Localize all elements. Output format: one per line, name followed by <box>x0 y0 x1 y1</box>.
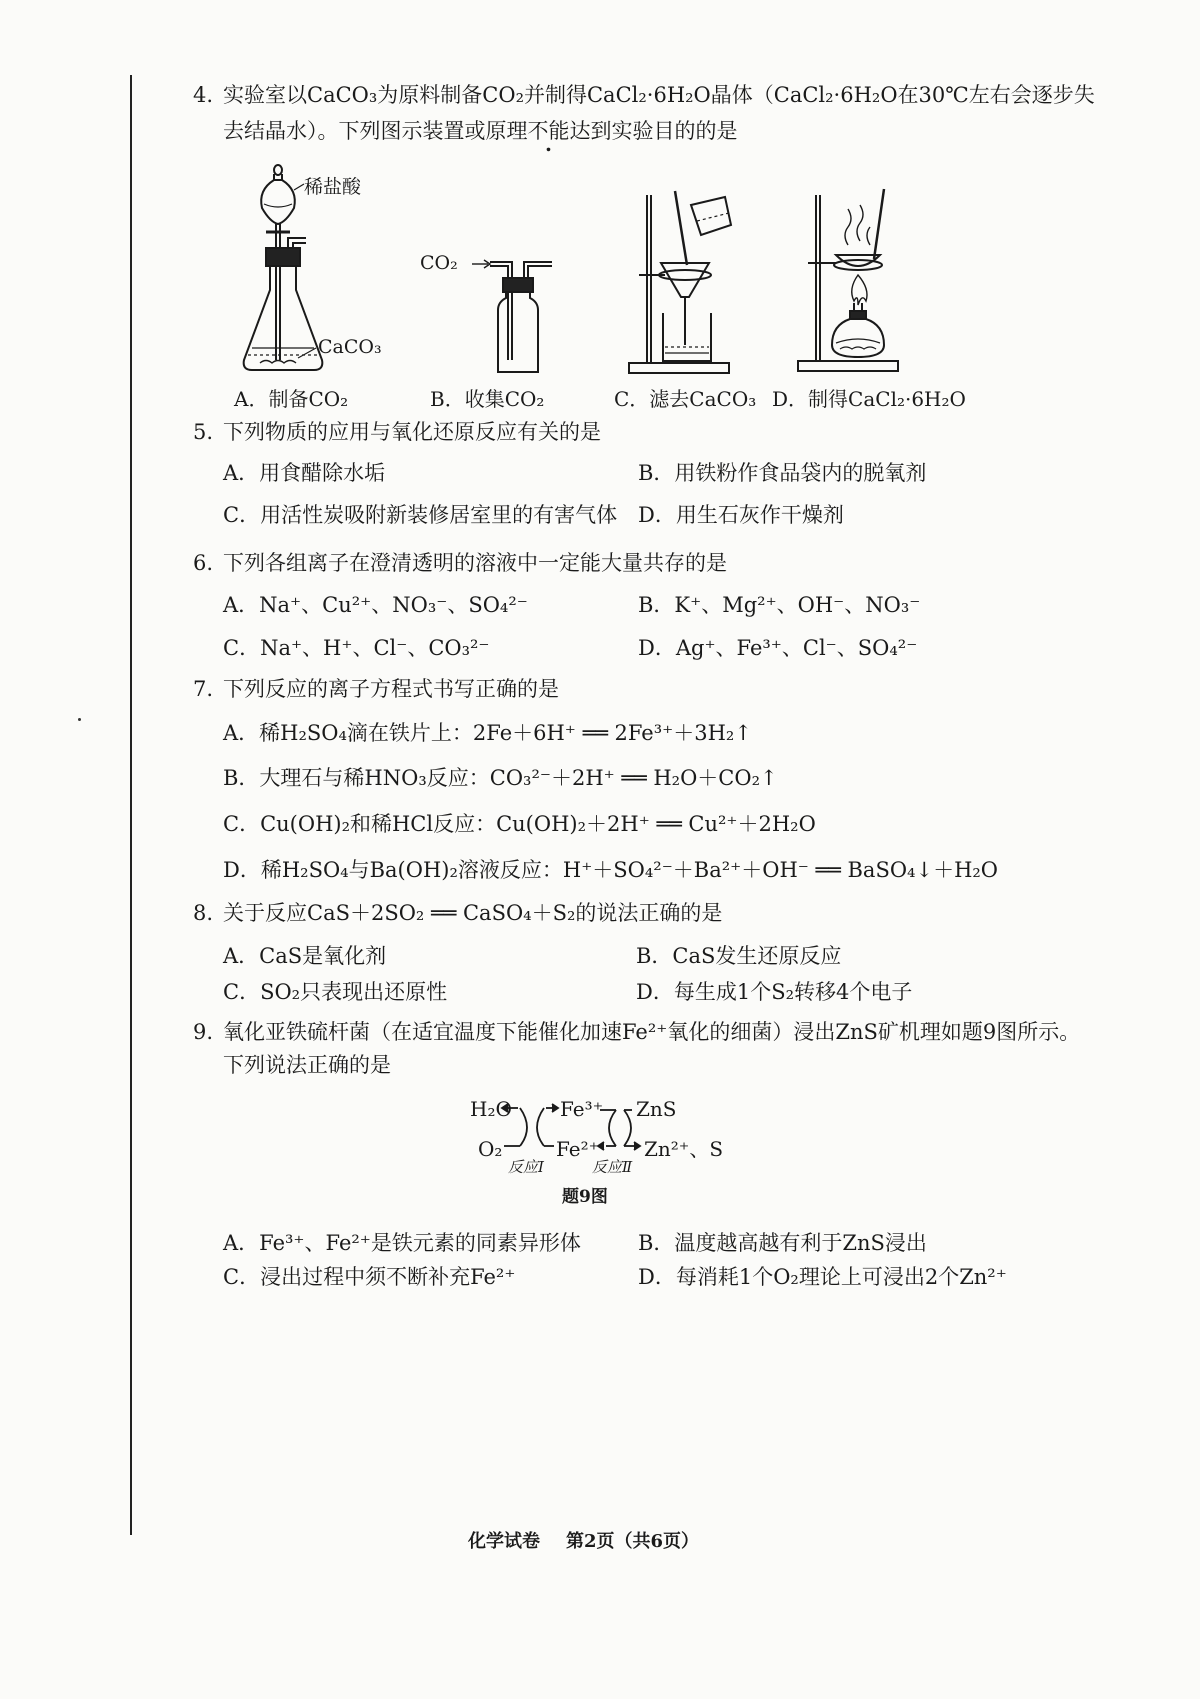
option-b-caption: B．收集CO₂ <box>430 387 545 411</box>
question-6-stem <box>193 548 727 578</box>
question-4-line1 <box>193 80 1095 110</box>
q7-option-b: B．大理石与稀HNO₃反应：CO₃²⁻＋2H⁺ ══ H₂O＋CO₂↑ <box>223 766 778 790</box>
q8-option-c: C．SO₂只表现出还原性 <box>223 980 448 1004</box>
question-number: 5. <box>193 420 214 444</box>
apparatus-d-evaporation <box>792 185 912 385</box>
question-8-stem <box>193 898 722 928</box>
question-text: 下列物质的应用与氧化还原反应有关的是 <box>223 420 601 444</box>
question-number: 8. <box>193 901 214 925</box>
label-co2-inlet: CO₂ <box>420 252 458 274</box>
option-c-caption: C．滤去CaCO₃ <box>614 387 757 411</box>
question-text: 达到实验目的的是 <box>569 119 738 143</box>
q6-option-d: D．Ag⁺、Fe³⁺、Cl⁻、SO₄²⁻ <box>638 636 918 660</box>
q5-option-b: B．用铁粉作食品袋内的脱氧剂 <box>638 461 927 485</box>
q5-option-d: D．用生石灰作干燥剂 <box>638 503 844 527</box>
q8-option-b: B．CaS发生还原反应 <box>636 944 842 968</box>
diagram-reaction-1: 反应Ⅰ <box>508 1158 544 1176</box>
diagram-zns: ZnS <box>636 1097 677 1121</box>
footer-page-number: 第2页（共6页） <box>566 1531 700 1552</box>
apparatus-c-filtration <box>625 185 745 385</box>
option-a-caption: A．制备CO₂ <box>234 387 349 411</box>
figure-9-caption: 题9图 <box>562 1187 608 1207</box>
q7-option-c: C．Cu(OH)₂和稀HCl反应：Cu(OH)₂＋2H⁺ ══ Cu²⁺＋2H₂O <box>223 812 816 836</box>
question-number: 7. <box>193 677 214 701</box>
q9-mechanism-diagram <box>468 1088 728 1178</box>
question-9-line2: 下列说法正确的是 <box>223 1053 391 1077</box>
label-caco3: CaCO₃ <box>318 336 382 358</box>
question-text: 下列各组离子在澄清透明的溶液中一定能大量共存的是 <box>223 551 727 575</box>
q9-option-a: A．Fe³⁺、Fe²⁺是铁元素的同素异形体 <box>223 1231 581 1255</box>
binding-margin-line <box>130 75 132 1535</box>
question-number: 9. <box>193 1020 214 1044</box>
q6-option-b: B．K⁺、Mg²⁺、OH⁻、NO₃⁻ <box>638 593 921 617</box>
q8-option-d: D．每生成1个S₂转移4个电子 <box>636 980 913 1004</box>
q6-option-a: A．Na⁺、Cu²⁺、NO₃⁻、SO₄²⁻ <box>223 593 528 617</box>
diagram-fe2: Fe²⁺ <box>556 1137 600 1161</box>
diagram-o2: O₂ <box>478 1137 503 1161</box>
footer-subject: 化学试卷 <box>468 1531 540 1552</box>
diagram-reaction-2: 反应Ⅱ <box>592 1158 633 1176</box>
q7-option-a: A．稀H₂SO₄滴在铁片上：2Fe＋6H⁺ ══ 2Fe³⁺＋3H₂↑ <box>223 721 752 745</box>
question-number: 4. <box>193 83 214 107</box>
question-text: 去结晶水）。下列图示装置或原理 <box>223 119 528 143</box>
label-dilute-hcl: 稀盐酸 <box>304 176 362 198</box>
q9-option-d: D．每消耗1个O₂理论上可浸出2个Zn²⁺ <box>638 1265 1007 1289</box>
q5-option-a: A．用食醋除水垢 <box>223 461 386 485</box>
q6-option-c: C．Na⁺、H⁺、Cl⁻、CO₃²⁻ <box>223 636 490 660</box>
q7-option-d: D．稀H₂SO₄与Ba(OH)₂溶液反应：H⁺＋SO₄²⁻＋Ba²⁺＋OH⁻ ══ BaSO₄↓＋H₂O <box>223 858 999 882</box>
q9-option-c: C．浸出过程中须不断补充Fe²⁺ <box>223 1265 516 1289</box>
scan-dot <box>78 718 81 721</box>
q5-option-c: C．用活性炭吸附新装修居室里的有害气体 <box>223 503 618 527</box>
diagram-fe3: Fe³⁺ <box>560 1097 604 1121</box>
q8-option-a: A．CaS是氧化剂 <box>223 944 387 968</box>
question-text: 实验室以CaCO₃为原料制备CO₂并制得CaCl₂·6H₂O晶体（CaCl₂·6H₂O在30℃左右会逐步失 <box>223 83 1095 107</box>
question-5-stem <box>193 417 601 447</box>
diagram-h2o: H₂O <box>470 1097 512 1121</box>
question-text: 下列反应的离子方程式书写正确的是 <box>223 677 559 701</box>
emphasis-text: 不能 <box>527 119 570 143</box>
diagram-zn-s: Zn²⁺、S <box>644 1137 724 1161</box>
option-d-caption: D．制得CaCl₂·6H₂O <box>772 387 966 411</box>
question-7-stem <box>193 674 559 704</box>
question-9-line1 <box>193 1017 1080 1047</box>
question-text: 氧化亚铁硫杆菌（在适宜温度下能催化加速Fe²⁺氧化的细菌）浸出ZnS矿机理如题9图所示。 <box>223 1020 1081 1044</box>
q9-option-b: B．温度越高越有利于ZnS浸出 <box>638 1231 927 1255</box>
apparatus-b-gas-bottle <box>470 250 580 380</box>
question-text: 关于反应CaS＋2SO₂ ══ CaSO₄＋S₂的说法正确的是 <box>223 901 723 925</box>
question-number: 6. <box>193 551 214 575</box>
question-4-line2 <box>223 116 738 146</box>
